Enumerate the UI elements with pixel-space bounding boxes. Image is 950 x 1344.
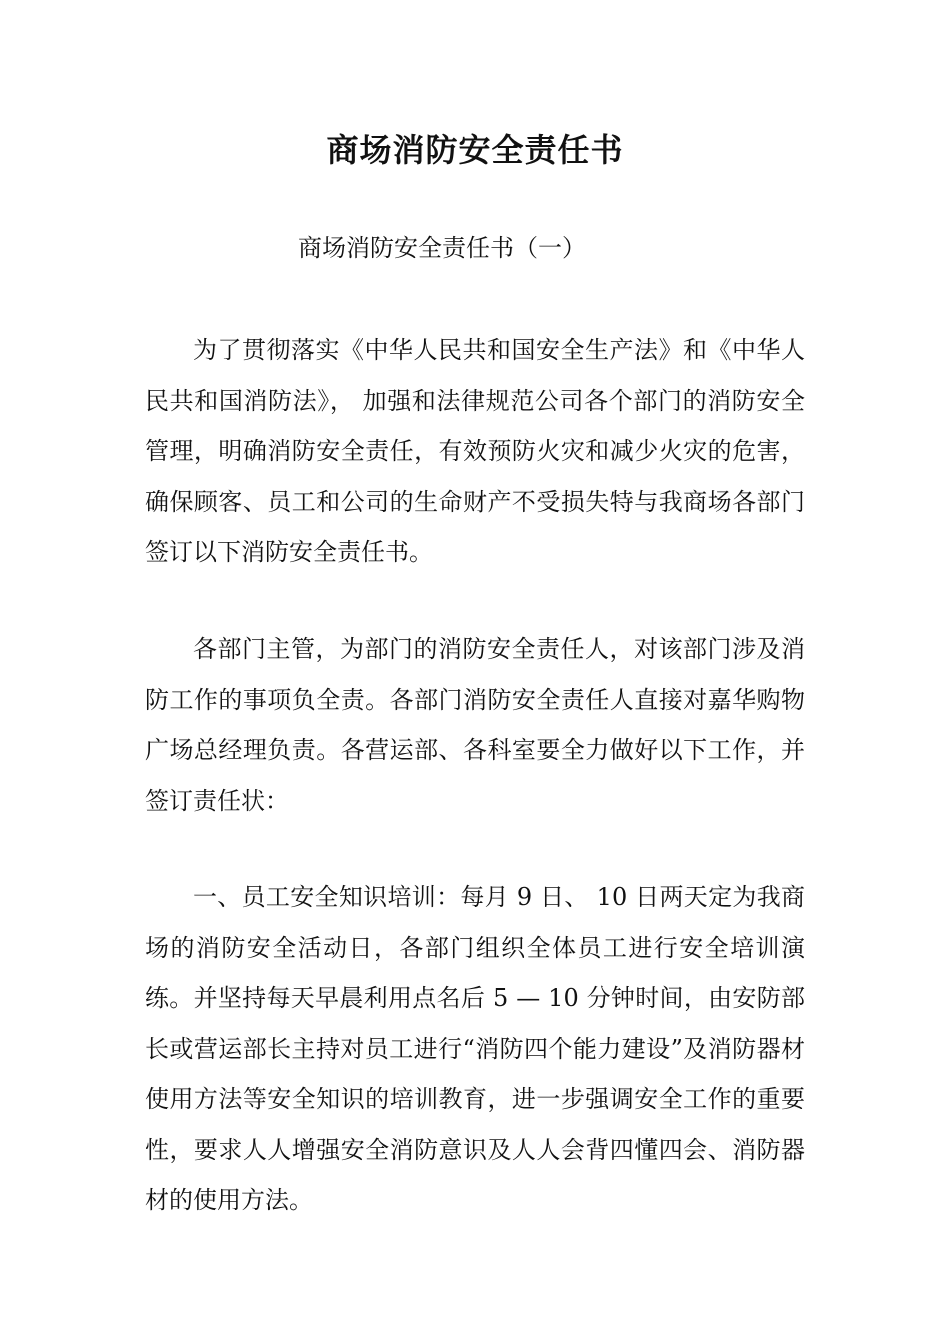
document-subtitle: 商场消防安全责任书（一） bbox=[298, 234, 586, 262]
paragraph-intro: 为了贯彻落实《中华人民共和国安全生产法》和《中华人民共和国消防法》， 加强和法律规范公司各个部门的消防安全管理，明确消防安全责任，有效预防火灾和减少火灾的危害，确保顾客、员工和公司的生命财产不受损失特与我商场各部门签订以下消防安全责任书。 bbox=[145, 336, 805, 566]
paragraph-responsibility: 各部门主管，为部门的消防安全责任人，对该部门涉及消防工作的事项负全责。各部门消防安全责任人直接对嘉华购物广场总经理负责。各营运部、各科室要全力做好以下工作，并签订责任状： bbox=[145, 635, 805, 815]
paragraph-training: 一、员工安全知识培训：每月 9 日、 10 日两天定为我商场的消防安全活动日，各部门组织全体员工进行安全培训演练。并坚持每天早晨利用点名后 5 — 10 分钟时间，由安防部长或营运部长主持对员工进行“消防四个能力建设”及消防器材使用方法等安全知识的培训教育，进一步强调安全工作的重要性，要求人人增强安全消防意识及人人会背四懂四会、消防器材的使用方法。 bbox=[145, 883, 805, 1214]
document-title: 商场消防安全责任书 bbox=[326, 131, 624, 169]
